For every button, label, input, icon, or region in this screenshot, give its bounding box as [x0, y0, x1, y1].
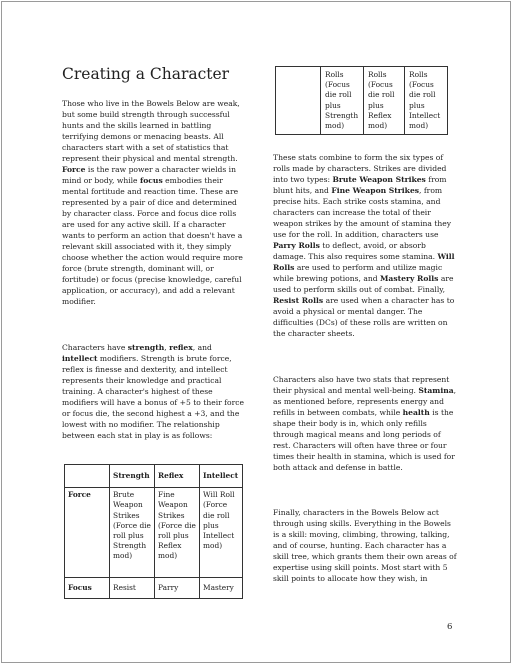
bold-term: Stamina — [418, 386, 454, 395]
table-header-cell: Strength — [110, 465, 155, 488]
table-row — [65, 578, 243, 599]
bold-term: health — [402, 408, 430, 417]
wellbeing-paragraph: Characters also have two stats that represent their physical and mental well-being. Stamina, as mentioned before, represents energy and refills in between combats, while health is the shape their body is in, which only refills through magical means and long periods of rest. Characters will often have three or four times their health in stamina, which is used for both attack and defense in battle. — [273, 375, 457, 472]
table-header-cell — [65, 465, 110, 488]
table-cell — [276, 67, 321, 135]
bold-term: strength — [127, 343, 165, 352]
table-row — [276, 67, 448, 135]
page-title: Creating a Character — [62, 65, 230, 83]
table-cell: Rolls (Focus die roll plus Strength mod) — [321, 67, 364, 135]
rolls-table — [275, 66, 448, 135]
skills-paragraph: Finally, characters in the Bowels Below act through using skills. Everything in the Bowels is a skill: moving, climbing, throwing, talking, and of course, hunting. Each character has a skill tree, which grants them their own areas of expertise using skill points. Most start with 5 skill points to allocate how they wish, in — [273, 508, 457, 583]
bold-term: Force — [62, 165, 86, 174]
table-header-row — [65, 465, 243, 488]
bold-term: intellect — [62, 354, 98, 363]
bold-term: Resist Rolls — [273, 296, 324, 305]
table-row — [65, 488, 243, 578]
table-header-cell: Reflex — [155, 465, 200, 488]
table-cell: Rolls (Focus die roll plus Reflex mod) — [364, 67, 405, 135]
bold-term: reflex — [169, 343, 193, 352]
intro-paragraph: Those who live in the Bowels Below are weak, but some build strength through successful hunts and the skills learned in battling terrifying demons or menacing beasts. All characters start with a set of statistics that represent their physical and mental strength. Force is the raw power a character wields in mind or body, while focus embodies their mental fortitude and reaction time. These are represented by a pair of dice and determined by character class. Force and focus dice rolls are used for any active skill. If a character wants to perform an action that doesn't have a relevant skill associated with it, they simply choose whether the action would require more force (brute strength, dominant will, or fortitude) or focus (precise knowledge, careful application, or accuracy), and add a relevant modifier. — [62, 99, 243, 306]
bold-term: Brute Weapon Strikes — [332, 175, 426, 184]
bold-term: Mastery Rolls — [380, 274, 439, 283]
table-cell: Parry — [155, 578, 200, 599]
stat-relationship-table — [64, 464, 243, 599]
bold-term: Will Rolls — [273, 252, 455, 272]
document-page — [1, 1, 511, 663]
bold-term: Parry Rolls — [273, 241, 320, 250]
table-cell: Mastery — [200, 578, 243, 599]
table-cell: Resist — [110, 578, 155, 599]
modifiers-paragraph: Characters have strength, reflex, and intellect modifiers. Strength is brute force, reflex is finesse and dexterity, and intellect represents their knowledge and practical training. A character's highest of these modifiers will have a bonus of +5 to their force or focus die, the second highest a +3, and the lowest with no modifier. The relationship between each stat in play is as follows: — [62, 343, 244, 440]
roll-types-paragraph: These stats combine to form the six types of rolls made by characters. Strikes are divided into two types: Brute Weapon Strikes from blunt hits, and Fine Weapon Strikes, from precise hits. Each strike costs stamina, and characters can increase the total of their weapon strikes by the amount of stamina they use for the roll. In addition, characters use Parry Rolls to deflect, avoid, or absorb damage. This also requires some stamina. Will Rolls are used to perform and utilize magic while brewing potions, and Mastery Rolls are used to perform skills out of combat. Finally, Resist Rolls are used when a character has to avoid a physical or mental danger. The difficulties (DCs) of these rolls are written on the character sheets. — [273, 153, 455, 338]
table-cell: Rolls (Focus die roll plus Intellect mod) — [405, 67, 448, 135]
bold-term: Fine Weapon Strikes — [331, 186, 420, 195]
table-header-cell: Intellect — [200, 465, 243, 488]
table-cell: Fine Weapon Strikes (Force die roll plus Reflex mod) — [155, 488, 200, 578]
page-number: 6 — [447, 622, 453, 632]
table-cell: Brute Weapon Strikes (Force die roll plus Strength mod) — [110, 488, 155, 578]
bold-term: focus — [139, 176, 163, 185]
table-row-label: Focus — [65, 578, 110, 599]
table-row-label: Force — [65, 488, 110, 578]
table-cell: Will Roll (Force die roll plus Intellect mod) — [200, 488, 243, 578]
